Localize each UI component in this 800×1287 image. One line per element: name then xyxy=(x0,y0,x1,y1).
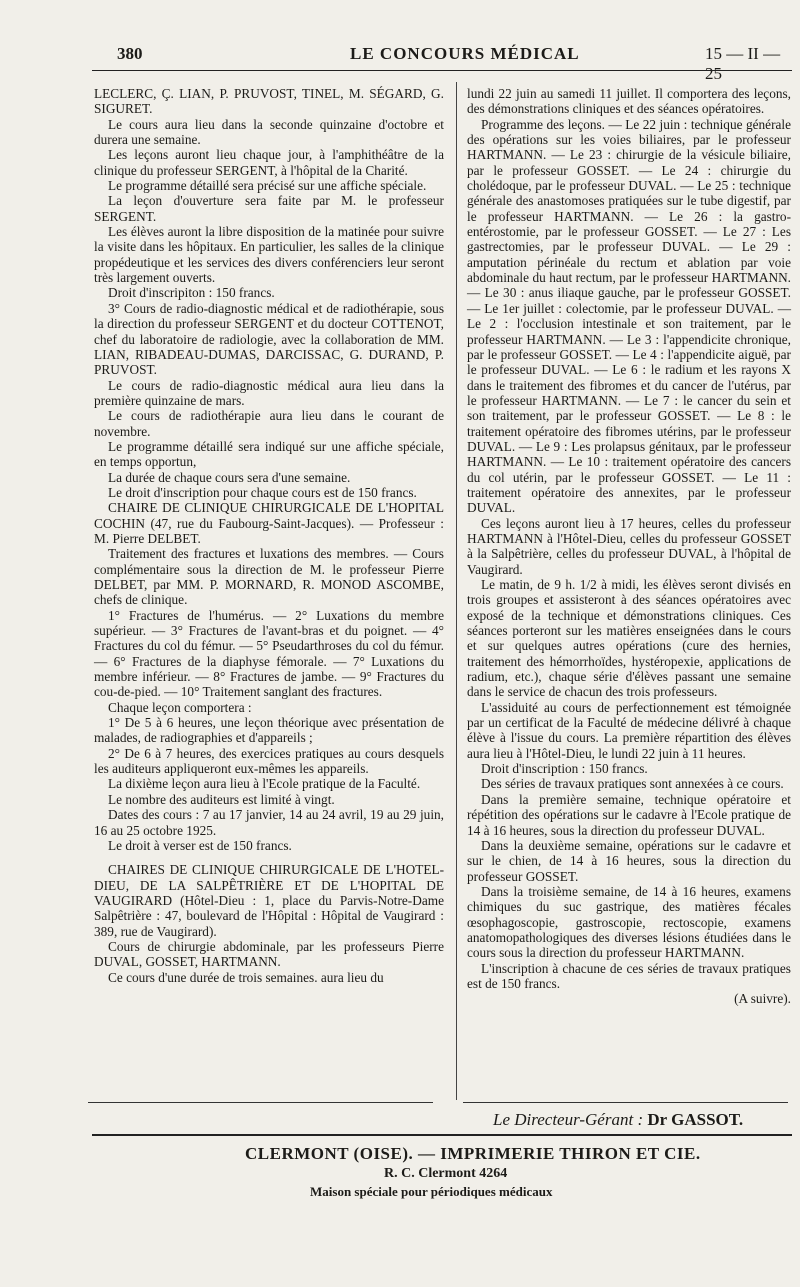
section-heading: CHAIRES DE CLINIQUE CHIRURGICALE DE L'HOTEL-DIEU, DE LA SALPÊTRIÈRE ET DE L'HOPITAL DE VAUGIRARD (Hôtel-Dieu : 1, place du Parvis-Notre-Dame Salpêtrière : 47, boulevard de l'Hôpital : Hôpital de Vaugirard : 389, rue de Vaugirard). xyxy=(94,862,444,939)
paragraph: Dans la deuxième semaine, opérations sur le cadavre et sur le chien, de 14 à 16 heures, sous la direction du professeur GOSSET. xyxy=(467,837,791,884)
director-label: Le Directeur-Gérant : xyxy=(493,1110,644,1129)
issue-date: 15 — II — 25 xyxy=(705,44,781,83)
right-column xyxy=(467,86,791,1007)
footer-rule-left xyxy=(88,1102,433,1103)
paragraph: Chaque leçon comportera : xyxy=(108,699,252,715)
printer-registration: R. C. Clermont 4264 xyxy=(384,1166,508,1181)
left-column xyxy=(94,86,444,985)
paragraph: La durée de chaque cours sera d'une semaine. xyxy=(108,469,351,485)
paragraph: L'inscription à chacune de ces séries de travaux pratiques est de 150 francs. xyxy=(467,960,791,991)
paragraph: Le droit à verser est de 150 francs. xyxy=(108,837,292,853)
journal-title: LE CONCOURS MÉDICAL xyxy=(350,44,580,63)
paragraph: Les élèves auront la libre disposition de la matinée pour suivre la visite dans les hôpitaux. En particulier, les salles de la clinique propédeutique et les services des divers conférenciers leur seront très largement ouverts. xyxy=(94,224,444,286)
paragraph: Cours de chirurgie abdominale, par les professeurs Pierre DUVAL, GOSSET, HARTMANN. xyxy=(94,938,444,970)
printer-imprint: CLERMONT (OISE). — IMPRIMERIE THIRON ET CIE. xyxy=(245,1144,701,1163)
page-number: 380 xyxy=(117,44,143,63)
paragraph: Ces leçons auront lieu à 17 heures, celles du professeur HARTMANN à l'Hôtel-Dieu, celles du professeur GOSSET à la Salpêtrière, celles du professeur DUVAL, à l'hôpital de Vaugirard. xyxy=(467,515,791,577)
paragraph: Les leçons auront lieu chaque jour, à l'amphithéâtre de la clinique du professeur SERGENT, à l'hôpital de la Charité. xyxy=(94,147,444,178)
paragraph: 3° Cours de radio-diagnostic médical et de radiothérapie, sous la direction du professeur SERGENT et du docteur COTTENOT, chef du laboratoire de radiologie, avec la collaboration de MM. LIAN, RIBADEAU-DUMAS, DARCISSAC, G. DURAND, P. PRUVOST. xyxy=(94,300,444,378)
paragraph: Le cours de radiothérapie aura lieu dans le courant de novembre. xyxy=(94,408,444,439)
paragraph: La dixième leçon aura lieu à l'Ecole pratique de la Faculté. xyxy=(108,776,421,792)
director-name: Dr GASSOT. xyxy=(647,1110,744,1129)
paragraph: Le programme détaillé sera précisé sur une affiche spéciale. xyxy=(108,178,427,194)
column-divider xyxy=(456,82,457,1100)
director-signature xyxy=(493,1110,743,1130)
footer-rule-right xyxy=(463,1102,788,1103)
section-heading: CHAIRE DE CLINIQUE CHIRURGICALE DE L'HOPITAL COCHIN (47, rue du Faubourg-Saint-Jacques). — Professeur : M. Pierre DELBET. xyxy=(94,500,444,546)
paragraph: Droit d'inscription : 150 francs. xyxy=(481,761,648,777)
paragraph: L'assiduité au cours de perfectionnement est témoignée par un certificat de la Faculté de médecine délivré à chaque élève à l'issue du cours. La première répartition des élèves aura lieu à l'Hôtel-Dieu, le lundi 22 juin à 11 heures. xyxy=(467,699,791,761)
paragraph: Programme des leçons. — Le 22 juin : technique générale des opérations sur les voies biliaires, par le professeur HARTMANN. — Le 23 : chirurgie de la vésicule biliaire, par le professeur GOSSET. — Le 24 : chirurgie du cholédoque, par le professeur DUVAL. — Le 25 : technique générale des anastomoses pratiquées sur le tube digestif, par le professeur HARTMANN. — Le 26 : la gastro-entérostomie, par le professeur GOSSET. — Le 27 : Les gastrectomies, par le professeur DUVAL. — Le 29 : amputation périnéale du rectum et ablation par voie abdominale du haut rectum, par le professeur HARTMANN. — Le 30 : anus iliaque gauche, par le professeur GOSSET. — Le 1er juillet : colectomie, par le professeur DUVAL. — Le 2 : l'occlusion intestinale et son traitement, par le professeur HARTMANN. — Le 3 : l'appendicite chronique, par le professeur GOSSET. — Le 4 : l'appendicite aiguë, par le professeur DUVAL. — Le 6 : le radium et les rayons X dans le traitement des fibromes et du cancer de l'utérus, par le professeur HARTMANN. — Le 7 : le cancer du sein et son traitement, par le professeur GOSSET. — Le 8 : le traitement opératoire des fibromes utérins, par le professeur DUVAL. — Le 9 : Les prolapsus génitaux, par le professeur HARTMANN. — Le 10 : traitement opératoire des cancers du col utérin, par le professeur GOSSET. — Le 11 : traitement opératoire des annexites, par le professeur DUVAL. xyxy=(467,116,791,516)
paragraph: Le matin, de 9 h. 1/2 à midi, les élèves seront divisés en trois groupes et assisteront à des séances opératoires avec exposé de la technique et démonstrations cliniques. Ces séances porteront sur les matières enseignées dans le cours et sur quelques autres opérations (cure des hernies, traitement des hémorrhoïdes, hystéropexie, applications de radium, etc.), chaque série d'élèves passant une semaine dans le service de chacun des trois professeurs. xyxy=(467,577,791,700)
paragraph: Le cours aura lieu dans la seconde quinzaine d'octobre et durera une semaine. xyxy=(94,116,444,148)
paragraph: lundi 22 juin au samedi 11 juillet. Il comportera des leçons, des démonstrations cliniques et des séances opératoires. xyxy=(467,86,791,117)
paragraph: 1° De 5 à 6 heures, une leçon théorique avec présentation de malades, de radiographies et d'appareils ; xyxy=(94,715,444,746)
continuation-note: (A suivre). xyxy=(734,991,791,1007)
header-rule xyxy=(92,70,792,71)
paragraph: Le droit d'inscription pour chaque cours est de 150 francs. xyxy=(108,484,417,500)
paragraph: Le cours de radio-diagnostic médical aura lieu dans la première quinzaine de mars. xyxy=(94,377,444,408)
paragraph: La leçon d'ouverture sera faite par M. le professeur SERGENT. xyxy=(94,193,444,224)
paragraph: Traitement des fractures et luxations des membres. — Cours complémentaire sous la direction de M. le professeur Pierre DELBET, par MM. P. MORNARD, R. MONOD ASCOMBE, chefs de clinique. xyxy=(94,546,444,608)
paragraph: Dans la première semaine, technique opératoire et répétition des opérations sur le cadavre à l'Ecole pratique de 14 à 16 heures, sous la direction du professeur DUVAL. xyxy=(467,791,791,838)
paragraph: Le nombre des auditeurs est limité à vingt. xyxy=(108,791,335,807)
paragraph: Ce cours d'une durée de trois semaines. aura lieu du xyxy=(108,969,384,985)
paragraph: Dates des cours : 7 au 17 janvier, 14 au 24 avril, 19 au 29 juin, 16 au 25 octobre 1925. xyxy=(94,807,444,838)
paragraph: Droit d'inscripiton : 150 francs. xyxy=(108,285,275,301)
paragraph: Dans la troisième semaine, de 14 à 16 heures, examens chimiques du suc gastrique, des matières fécales œsophagoscopie, gastroscopie, rectoscopie, examens anatomopathologiques des diverses lésions étudiées dans le cours sous la direction du professeur HARTMANN. xyxy=(467,883,791,961)
paragraph: 1° Fractures de l'humérus. — 2° Luxations du membre supérieur. — 3° Fractures de l'avant-bras et du poignet. — 4° Fractures du col du fémur. — 5° Pseudarthroses du col du fémur. — 6° Fractures de la diaphyse fémorale. — 7° Luxations du membre inférieur. — 8° Fractures de jambe. — 9° Fractures du cou-de-pied. — 10° Traitement sanglant des fractures. xyxy=(94,607,444,700)
paragraph: Des séries de travaux pratiques sont annexées à ce cours. xyxy=(481,776,784,792)
paragraph: LECLERC, Ç. LIAN, P. PRUVOST, TINEL, M. SÉGARD, G. SIGURET. xyxy=(94,86,444,117)
paragraph: Le programme détaillé sera indiqué sur une affiche spéciale, en temps opportun, xyxy=(94,438,444,470)
paragraph: 2° De 6 à 7 heures, des exercices pratiques au cours desquels les auditeurs appliqueront eux-mêmes les appareils. xyxy=(94,745,444,777)
printer-specialty: Maison spéciale pour périodiques médicaux xyxy=(310,1184,553,1199)
footer-rule xyxy=(92,1134,792,1136)
